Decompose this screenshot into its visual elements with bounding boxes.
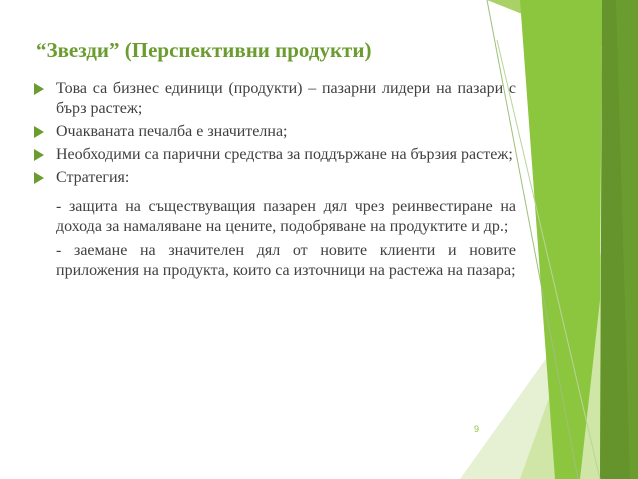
bullet-item — [34, 145, 516, 165]
slide-content — [34, 79, 516, 281]
bullet-item — [34, 79, 516, 119]
bullet-text: Стратегия: — [56, 169, 130, 186]
page-number: 9 — [474, 424, 480, 434]
arrow-bullet-icon — [34, 79, 56, 95]
bullet-text: Това са бизнес единици (продукти) – пазарни лидери на пазари с бърз растеж; — [56, 80, 516, 117]
arrow-bullet-icon — [34, 122, 56, 138]
strategy-sub-item: - защита на съществуващия пазарен дял чрез реинвестиране на дохода за намаляване на цените, подобряване на продуктите и др.; — [56, 198, 516, 235]
bullet-item — [34, 122, 516, 142]
arrow-bullet-icon — [34, 168, 56, 184]
arrow-bullet-icon — [34, 145, 56, 161]
strategy-sub-item: - заемане на значителен дял от новите клиенти и новите приложения на продукта, които са източници на растежа на пазара; — [56, 242, 516, 279]
bullet-text: Очакваната печалба е значителна; — [56, 123, 288, 140]
bullet-text: Необходими са парични средства за поддържане на бързия растеж; — [56, 146, 513, 163]
slide-title: “Звезди” (Перспективни продукти) — [36, 38, 372, 62]
bullet-item — [34, 168, 516, 188]
